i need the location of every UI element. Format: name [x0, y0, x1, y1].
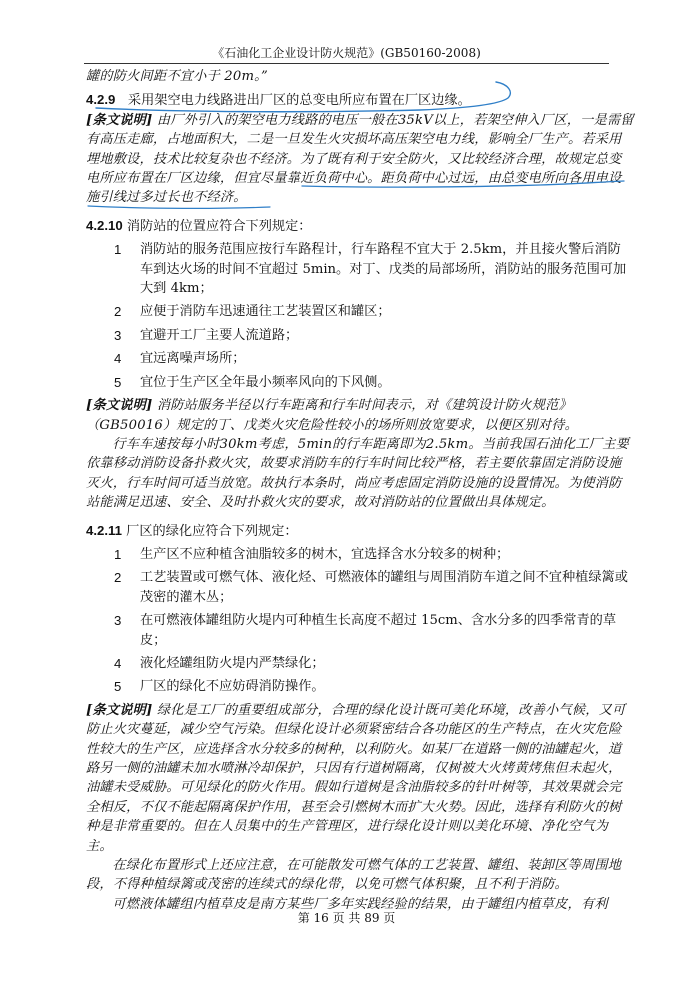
clause-4-2-11-items	[86, 545, 634, 697]
clause-text: 消防站的位置应符合下列规定：	[126, 218, 312, 234]
explanation-text: 由厂外引入的架空电力线路的电压一般在35kV以上，若架空伸入厂区，一是需留有高压走廊，占地面积大，二是一旦发生火灾损坏高压架空电力线，影响全厂生产。若采用埋地敷设，技术比较复杂也不经济。为了既有利于安全防火，又比较经济合理，故规定总变电所应布置在厂区边缘，但宜尽量靠近负荷中心。距负荷中心过远，由总变电所向各用电设施引线过多过长也不经济。	[86, 112, 634, 206]
explanation-tag: [条文说明]	[86, 702, 153, 718]
clause-4-2-10	[86, 216, 634, 236]
clause-4-2-9	[86, 90, 634, 110]
list-item: 4 液化烃罐组防火堤内严禁绿化；	[114, 655, 325, 671]
list-item: 3 宜避开工厂主要人流道路；	[114, 327, 299, 343]
list-item: 2 工艺装置或可燃气体、液化烃、可燃液体的罐组与周围消防车道之间不宜种植绿篱或茂密的灌木丛；	[114, 570, 628, 605]
list-item: 5 宜位于生产区全年最小频率风向的下风侧。	[114, 374, 391, 390]
list-item: 3 在可燃液体罐组防火堤内可种植生长高度不超过 15cm、含水分多的四季常青的草皮；	[114, 613, 617, 648]
clause-4-2-10-items	[86, 240, 634, 392]
explanation-4-2-11	[86, 701, 634, 856]
clause-number: 4.2.11	[86, 522, 122, 538]
explanation-4-2-9	[86, 111, 634, 208]
clause-text: 采用架空电力线路进出厂区的总变电所应布置在厂区边缘。	[127, 93, 471, 109]
list-item: 1 生产区不应种植含油脂较多的树木，宜选择含水分较多的树种；	[114, 546, 510, 562]
list-item: 4 宜远离噪声场所；	[114, 351, 246, 367]
list-item: 2 应便于消防车迅速通往工艺装置区和罐区；	[114, 304, 391, 320]
clause-number: 4.2.9	[86, 92, 116, 108]
clause-text: 厂区的绿化应符合下列规定：	[126, 523, 298, 539]
explanation-tag: [条文说明]	[86, 398, 153, 414]
explanation-text: 绿化是工厂的重要组成部分，合理的绿化设计既可美化环境，改善小气候，又可防止火灾蔓延，减少空气污染。但绿化设计必须紧密结合各功能区的生产特点，在火灾危险性较大的生产区，应选择含水分较多的树种，以利防火。如某厂在道路一侧的油罐起火，道路另一侧的油罐未加水喷淋冷却保护，只因有行道树隔离，仅树被大火烤黄烤焦但未起火，油罐未受威胁。可见绿化的防火作用。假如行道树是含油脂较多的针叶树等，其效果就会完全相反，不仅不能起隔离保护作用，甚至会引燃树木而扩大火势。因此，选择有利防火的树种是非常重要的。但在人员集中的生产管理区，进行绿化设计则以美化环境、净化空气为主。	[86, 702, 626, 854]
explanation-4-2-10	[86, 396, 634, 435]
explanation-text: 消防站服务半径以行车距离和行车时间表示，对《建筑设计防火规范》（GB50016）规定的丁、戊类火灾危险性较小的场所则放宽要求，以便区别对待。	[86, 398, 578, 433]
document-body	[86, 67, 634, 914]
explanation-paragraph: 行车车速按每小时30km考虑，5min的行车距离即为2.5km。当前我国石油化工厂主要依靠移动消防设备扑救火灾，故要求消防车的行车时间比较严格，若主要依靠固定消防设施灭火，行车时间可适当放宽。故执行本条时，尚应考虑固定消防设施的设置情况。为使消防站能满足迅速、安全、及时扑救火灾的要求，故对消防站的位置做出具体规定。	[86, 436, 629, 511]
explanation-paragraph: 可燃液体罐组内植草皮是南方某些厂多年实践经验的结果，由于罐组内植草皮，有利	[112, 896, 608, 912]
list-item: 5 厂区的绿化不应妨碍消防操作。	[114, 679, 325, 695]
explanation-paragraph: 在绿化布置形式上还应注意，在可能散发可燃气体的工艺装置、罐组、装卸区等周围地段，不得种植绿篱或茂密的连续式的绿化带，以免可燃气体积聚，且不利于消防。	[86, 858, 622, 893]
continued-text: 罐的防火间距不宜小于 20m。”	[86, 69, 268, 84]
clause-number: 4.2.10	[86, 217, 123, 233]
list-item: 1 消防站的服务范围应按行车路程计，行车路程不宜大于 2.5km，并且接火警后消防车到达火场的时间不宜超过 5min。对丁、戊类的局部场所，消防站的服务范围可加大到 4km；	[114, 242, 627, 297]
clause-4-2-11	[86, 521, 634, 541]
header-rule	[84, 63, 609, 64]
explanation-tag: [条文说明]	[86, 112, 153, 128]
page-footer: 第 16 页 共 89 页	[297, 911, 396, 925]
page-header: 《石油化工企业设计防火规范》(GB50160-2008)	[212, 46, 481, 60]
